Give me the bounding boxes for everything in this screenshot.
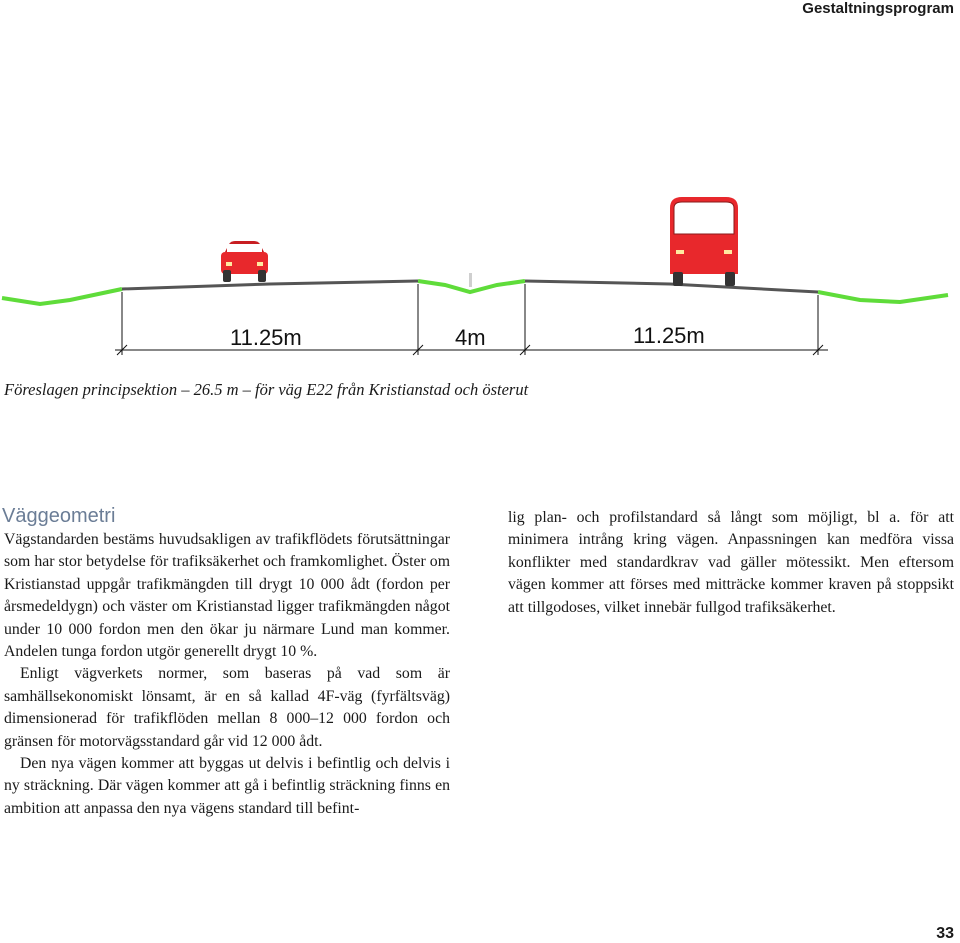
paragraph: Enligt vägverkets normer, som baseras på vad som är samhällsekonomiskt lönsamt, är en så kallad 4F-väg (fyrfältsväg) dimensionerad för trafikflöden mellan 8 000–12 000 fordon och gränsen för motorvägsstandard går vid 12 000 ådt.	[4, 665, 450, 750]
page-number: 33	[936, 925, 954, 942]
right-verge-grass	[818, 292, 948, 302]
paragraph: Vägstandarden bestäms huvudsakligen av trafikflödets förutsättningar som har stor betydelse för trafiksäkerhet och framkomlighet. Öster om Kristianstad uppgår trafikmängden till drygt 10 000 ådt (fordon per årsmedeldygn) och väster om Kristianstad ligger trafikmängden något under 10 000 fordon men den ökar ju närmare Lund man kommer. Andelen tunga fordon utgör generellt drygt 10 %.	[4, 531, 450, 661]
figure-caption: Föreslagen principsektion – 26.5 m – för väg E22 från Kristianstad och österut	[4, 380, 529, 399]
paragraph: Den nya vägen kommer att byggas ut delvis i befintlig och delvis i ny sträckning. Där vägen kommer att gå i befintlig sträckning finns en ambition att anpassa den nya vägens standard till befint-	[4, 755, 450, 817]
paragraph: lig plan- och profilstandard så långt som möjligt, bl a. för att minimera intrång kring vägen. Anpassningen kan medföra vissa konflikter med standardkrav vad gäller mötessikt. Men eftersom vägen kommer att förses med mitträcke kommer kraven på stoppsikt att tillgodoses, vilket innebär fullgod trafiksäkerhet.	[508, 509, 954, 616]
left-carriageway	[122, 281, 418, 289]
running-header: Gestaltningsprogram	[802, 0, 954, 17]
text-column-left	[4, 529, 450, 820]
text-column-right	[508, 507, 954, 619]
car-illustration	[221, 241, 268, 282]
left-verge-grass	[2, 289, 122, 304]
section-heading: Väggeometri	[2, 505, 116, 527]
dimension-label-left: 11.25m	[230, 325, 302, 350]
dimension-label-median: 4m	[455, 325, 486, 350]
median-barrier	[469, 273, 472, 287]
dimension-label-right: 11.25m	[633, 323, 705, 348]
right-carriageway	[525, 281, 818, 292]
bus-illustration	[670, 197, 738, 286]
road-cross-section-figure	[0, 180, 960, 370]
